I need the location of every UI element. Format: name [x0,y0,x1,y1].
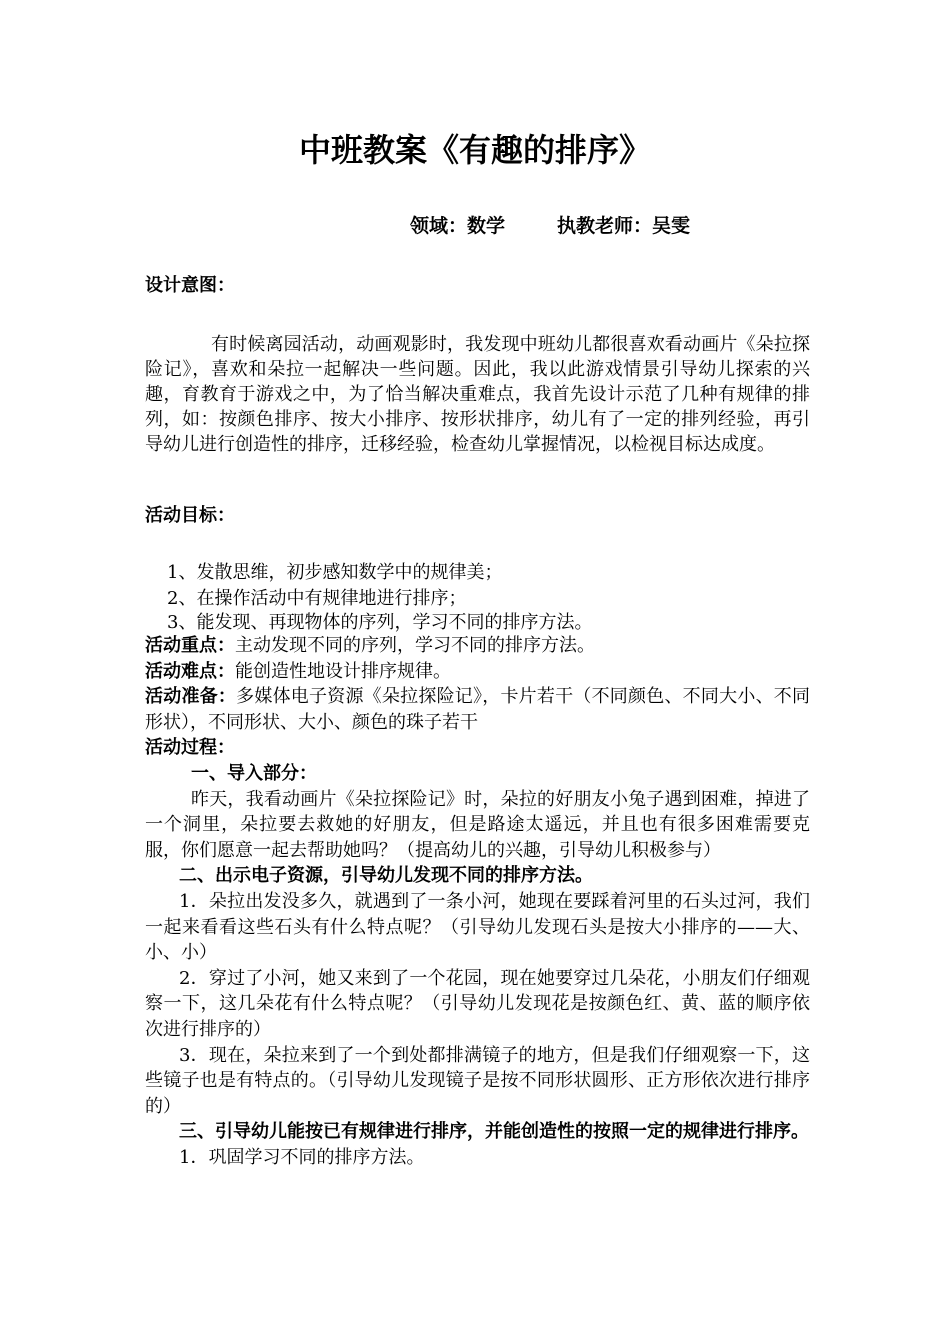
difficulty [145,659,810,685]
part2-heading: 二、出示电子资源，引导幼儿发现不同的排序方法。 [179,865,593,887]
part3-item: 1．巩固学习不同的排序方法。 [179,1146,425,1168]
document-meta [410,212,690,240]
goal-item: 1、发散思维，初步感知数学中的规律美； [167,562,503,583]
part3-heading: 三、引导幼儿能按已有规律进行排序，并能创造性的按照一定的规律进行排序。 [179,1121,809,1143]
goal-item: 3、能发现、再现物体的序列，学习不同的排序方法。 [167,612,593,633]
part2-item: 1．朵拉出发没多久，就遇到了一条小河，她现在要踩着河里的石头过河，我们一起来看看这些石头有什么特点呢？（引导幼儿发现石头是按大小排序的——大、小、小） [145,890,810,964]
part2-item: 3．现在，朵拉来到了一个到处都排满镜子的地方，但是我们仔细观察一下，这些镜子也是有特点的。（引导幼儿发现镜子是按不同形状圆形、正方形依次进行排序的） [145,1044,810,1117]
teacher-label: 执教老师：吴雯 [557,215,691,237]
key-point [145,633,810,659]
preparation-label: 活动准备： [145,686,237,708]
activity-body [145,633,810,1170]
key-point-text: 主动发现不同的序列，学习不同的排序方法。 [235,635,595,656]
process-heading: 活动过程： [145,737,235,759]
goal-item: 2、在操作活动中有规律地进行排序； [167,588,467,609]
key-point-label: 活动重点： [145,635,235,656]
part1-text: 昨天，我看动画片《朵拉探险记》时，朵拉的好朋友小兔子遇到困难，掉进了一个洞里，朵拉要去救她的好朋友，但是路途太遥远，并且也有很多困难需要克服，你们愿意一起去帮助她吗？（提高幼儿的兴趣，引导幼儿积极参与） [145,788,810,861]
difficulty-text: 能创造性地设计排序规律。 [235,660,451,682]
preparation-text: 多媒体电子资源《朵拉探险记》，卡片若干（不同颜色、不同大小、不同形状），不同形状、大小、颜色的珠子若干 [145,686,811,733]
domain-label: 领域：数学 [410,215,506,237]
preparation [145,684,810,735]
part1-heading: 一、导入部分： [191,762,317,784]
document-title: 中班教案《有趣的排序》 [298,131,651,169]
part2-item: 2．穿过了小河，她又来到了一个花园，现在她要穿过几朵花，小朋友们仔细观察一下，这几朵花有什么特点呢？（引导幼儿发现花是按颜色红、黄、蓝的顺序依次进行排序的） [145,967,810,1040]
goals-heading: 活动目标： [145,505,235,526]
design-heading: 设计意图： [145,275,235,296]
design-paragraph: 有时候离园活动，动画观影时，我发现中班幼儿都很喜欢看动画片《朵拉探险记》，喜欢和朵拉一起解决一些问题。因此，我以此游戏情景引导幼儿探索的兴趣，育教育于游戏之中，为了恰当解决重难点，我首先设计示范了几种有规律的排列，如：按颜色排序、按大小排序、按形状排序，幼儿有了一定的排列经验，再引导幼儿进行创造性的排序，迁移经验，检查幼儿掌握情况，以检视目标达成度。 [145,334,810,455]
difficulty-label: 活动难点： [145,660,235,682]
